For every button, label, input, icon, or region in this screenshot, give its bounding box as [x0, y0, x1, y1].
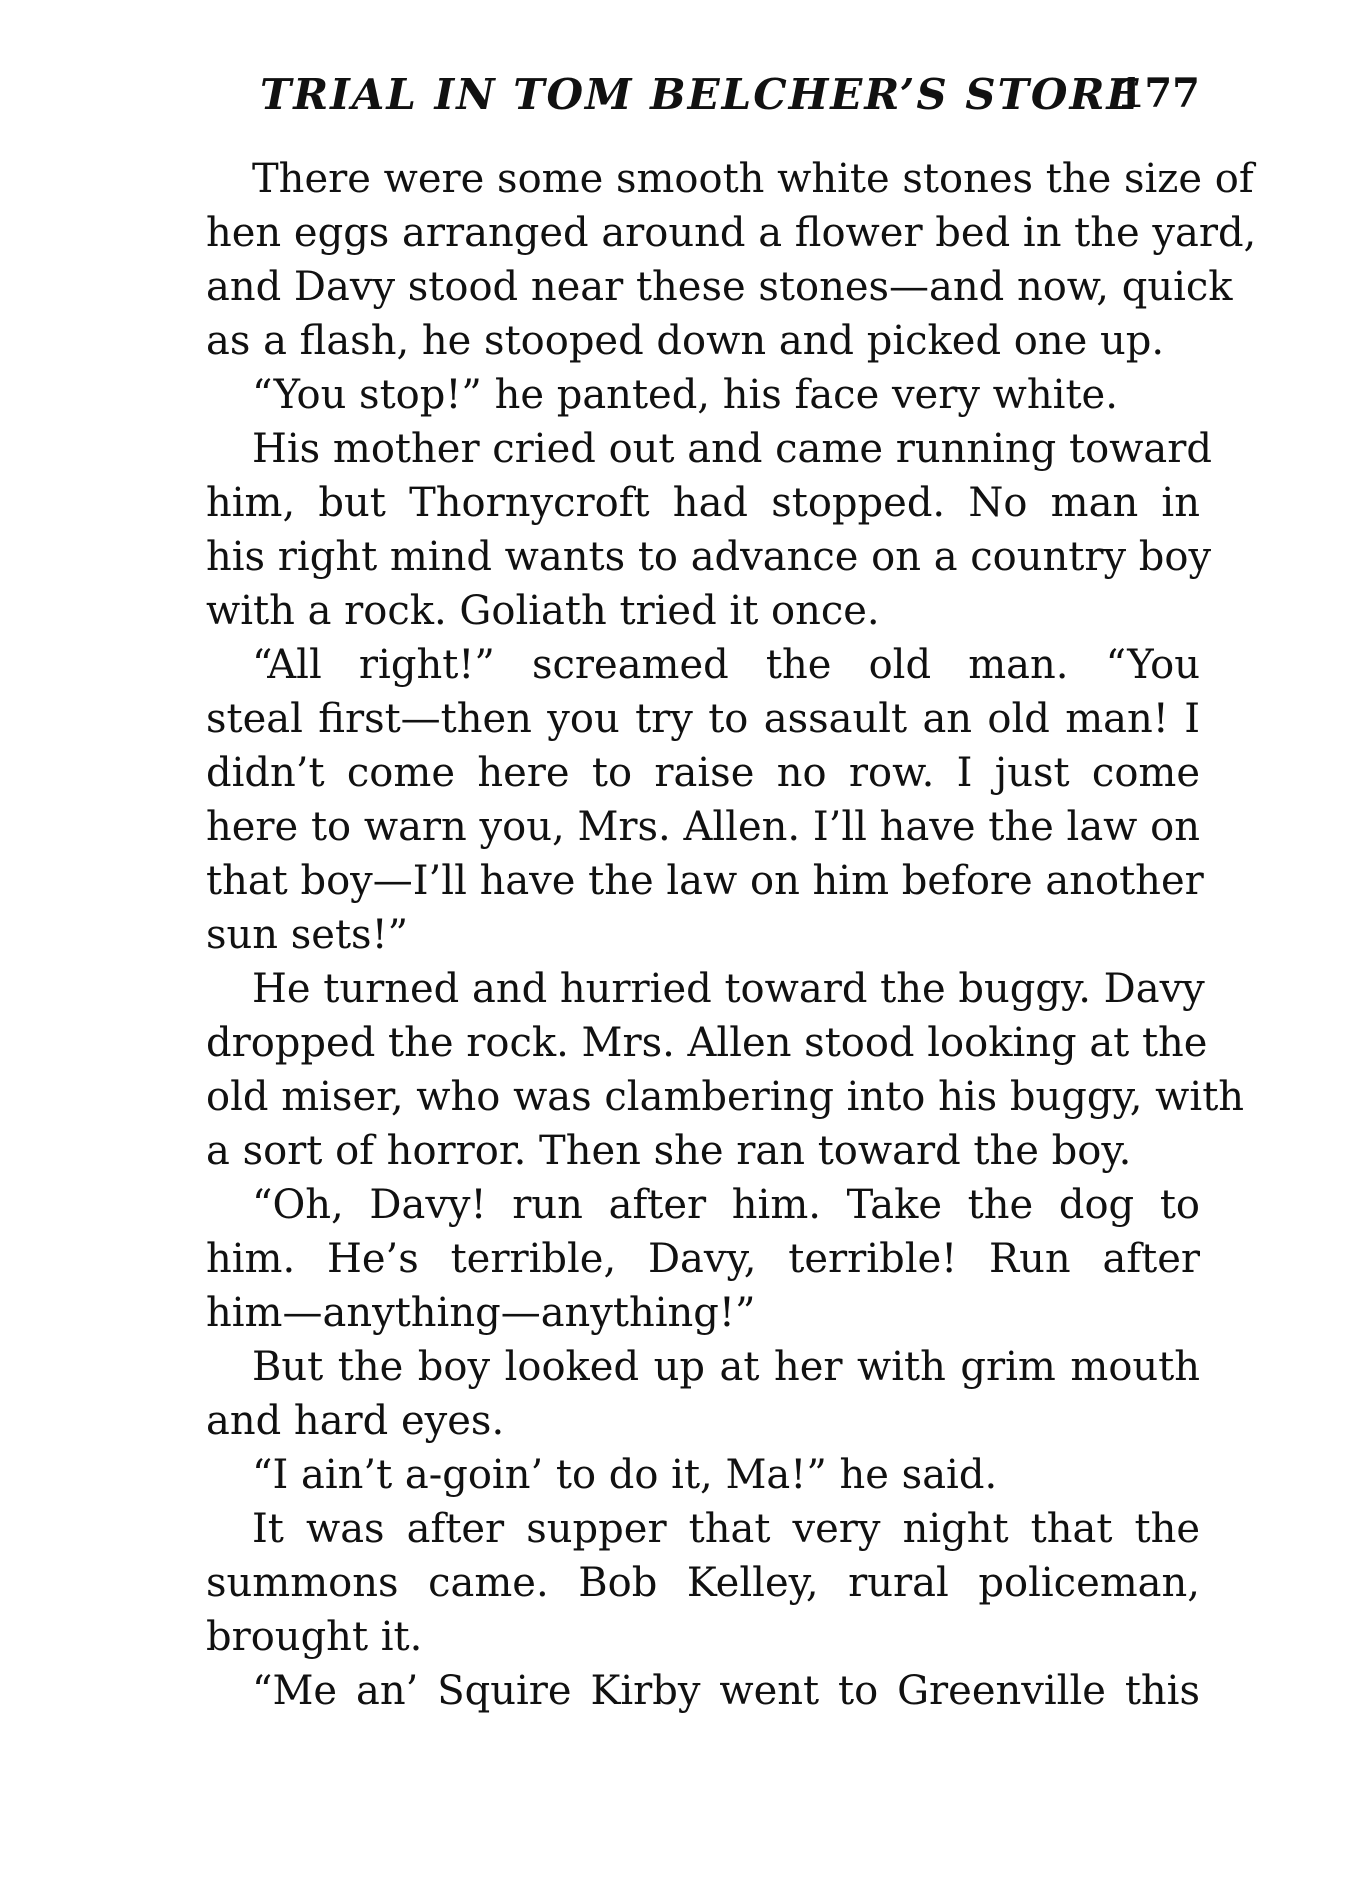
text-line: “You stop!” he panted, his face very white.: [252, 372, 1118, 418]
body-text: [160, 152, 1257, 1718]
paragraph: [160, 152, 1257, 368]
text-line: his right mind wants to advance on a country boy: [206, 534, 1212, 580]
text-line: him, but Thornycroft had stopped. No man in: [206, 480, 1200, 526]
text-line: There were some smooth white stones the size of: [252, 156, 1254, 202]
running-head: [160, 70, 1200, 136]
text-line: and hard eyes.: [206, 1398, 505, 1444]
text-line: It was after supper that very night that the: [252, 1506, 1200, 1552]
text-line: and Davy stood near these stones—and now, quick: [206, 264, 1233, 310]
text-line: a sort of horror. Then she ran toward the boy.: [206, 1128, 1132, 1174]
text-line: him—anything—anything!”: [206, 1290, 756, 1336]
text-line: But the boy looked up at her with grim mouth: [252, 1344, 1200, 1390]
text-line: him. He’s terrible, Davy, terrible! Run after: [206, 1236, 1200, 1282]
text-line: as a flash, he stooped down and picked one up.: [206, 318, 1165, 364]
text-line: steal first—then you try to assault an old man! I: [206, 696, 1200, 742]
paragraph: [160, 1178, 1200, 1340]
paragraph: [160, 368, 1200, 422]
text-line: brought it.: [206, 1614, 423, 1660]
paragraph: [160, 1502, 1200, 1664]
paragraph: [160, 1340, 1200, 1448]
running-title: TRIAL IN TOM BELCHER’S STORE: [260, 70, 1141, 119]
page-number: 177: [1116, 70, 1200, 117]
text-line: “Me an’ Squire Kirby went to Greenville this: [252, 1668, 1200, 1714]
text-line: didn’t come here to raise no row. I just come: [206, 750, 1200, 796]
text-line: that boy—I’ll have the law on him before another: [206, 858, 1204, 904]
text-line: here to warn you, Mrs. Allen. I’ll have the law on: [206, 804, 1200, 850]
text-line: old miser, who was clambering into his buggy, with: [206, 1074, 1245, 1120]
text-line: with a rock. Goliath tried it once.: [206, 588, 880, 634]
text-line: hen eggs arranged around a flower bed in the yard,: [206, 210, 1257, 256]
paragraph: [160, 422, 1212, 638]
text-line: He turned and hurried toward the buggy. Davy: [252, 966, 1205, 1012]
text-line: “I ain’t a-goin’ to do it, Ma!” he said.: [252, 1452, 998, 1498]
paragraph: [160, 1664, 1200, 1718]
text-line: sun sets!”: [206, 912, 409, 958]
text-line: summons came. Bob Kelley, rural policeman,: [206, 1560, 1200, 1606]
text-line: dropped the rock. Mrs. Allen stood looking at the: [206, 1020, 1208, 1066]
text-line: His mother cried out and came running toward: [252, 426, 1212, 472]
book-page: [160, 70, 1257, 1718]
text-line: “Oh, Davy! run after him. Take the dog to: [252, 1182, 1200, 1228]
text-line: “All right!” screamed the old man. “You: [252, 642, 1200, 688]
paragraph: [160, 1448, 1200, 1502]
paragraph: [160, 638, 1204, 962]
paragraph: [160, 962, 1245, 1178]
